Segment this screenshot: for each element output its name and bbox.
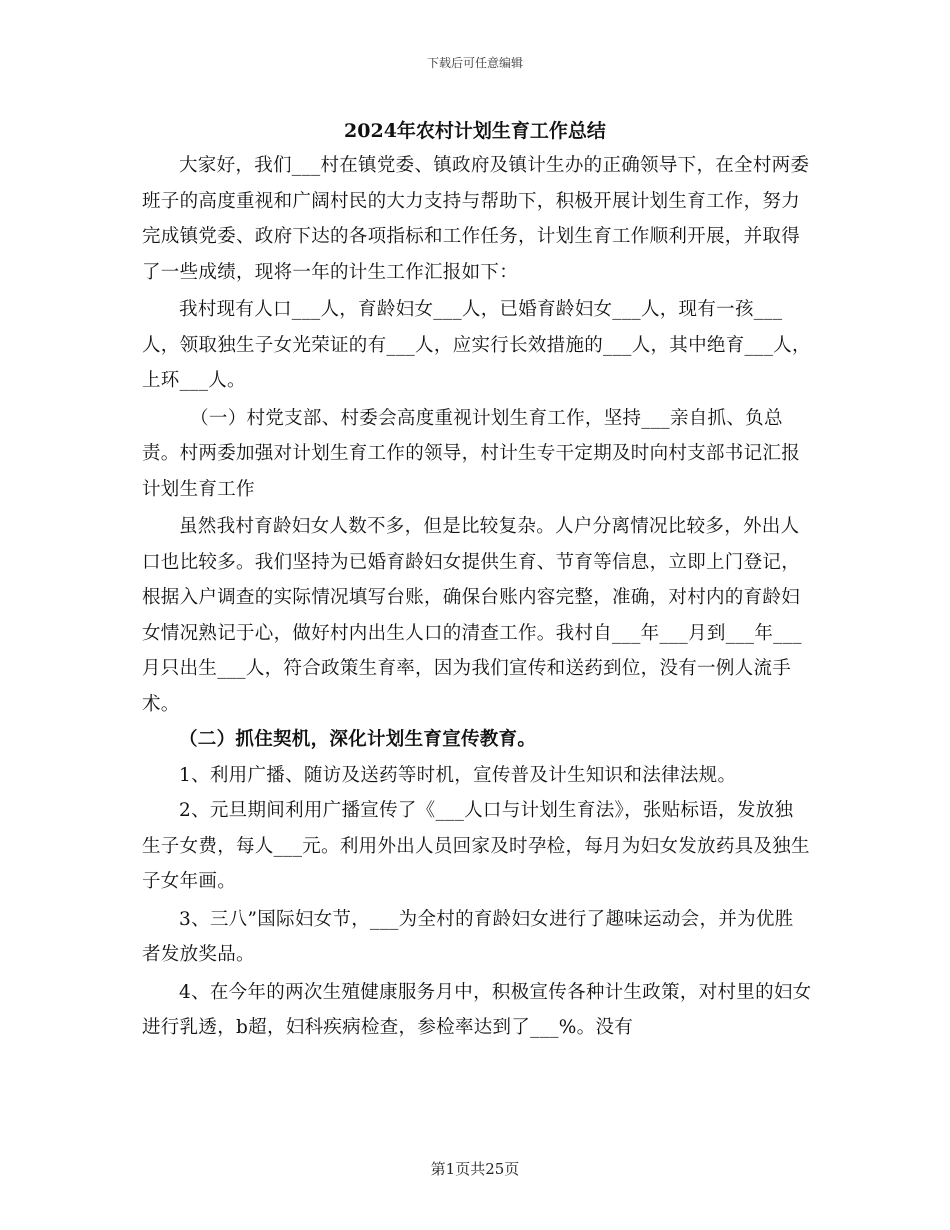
paragraph-section-one: （一）村党支部、村委会高度重视计划生育工作，坚持___亲自抓、负总责。村两委加强对计划生育工作的领导，村计生专干定期及时向村支部书记汇报计划生育工作 <box>142 407 801 500</box>
paragraph-situation: 虽然我村育龄妇女人数不多，但是比较复杂。人户分离情况比较多，外出人口也比较多。我们坚持为已婚育龄妇女提供生育、节育等信息，立即上门登记，根据入户调查的实际情况填写台账，确保台账内容完整，准确，对村内的育龄妇女情况熟记于心，做好村内出生人口的清查工作。我村自___年___月到___年___月只出生___人，符合政策生育率，因为我们宣传和送药到位，没有一例人流手术。 <box>142 516 802 715</box>
paragraph-item-1: 1、利用广播、随访及送药等时机，宣传普及计生知识和法律法规。 <box>179 764 737 786</box>
paragraph-item-3: 3、三八”国际妇女节，___为全村的育龄妇女进行了趣味运动会，并为优胜者发放奖品。 <box>142 908 794 965</box>
download-note: 下载后可任意编辑 <box>426 56 523 70</box>
paragraph-item-2: 2、元旦期间利用广播宣传了《___人口与计划生育法》，张贴标语，发放独生子女费，每人___元。利用外出人员回家及时孕检，每月为妇女发放药具及独生子女年画。 <box>142 800 810 892</box>
page-number: 第1页共25页 <box>430 1160 520 1178</box>
paragraph-item-4: 4、在今年的两次生殖健康服务月中，积极宣传各种计生政策，对村里的妇女进行乳透，b超，妇科疾病检查，参检率达到了___%。没有 <box>142 981 812 1038</box>
document-body <box>142 148 812 1046</box>
paragraph-intro: 大家好，我们___村在镇党委、镇政府及镇计生办的正确领导下，在全村两委班子的高度重视和广阔村民的大力支持与帮助下，积极开展计划生育工作，努力完成镇党委、政府下达的各项指标和工作任务，计划生育工作顺利开展，并取得了一些成绩，现将一年的计生工作汇报如下： <box>142 155 810 283</box>
paragraph-population: 我村现有人口___人，育龄妇女___人，已婚育龄妇女___人，现有一孩___人，领取独生子女光荣证的有___人，应实行长效措施的___人，其中绝育___人，上环___人。 <box>142 299 811 391</box>
paragraph-section-two-heading: （二）抓住契机，深化计划生育宣传教育。 <box>179 729 537 750</box>
document-title: 2024年农村计划生育工作总结 <box>344 120 606 142</box>
